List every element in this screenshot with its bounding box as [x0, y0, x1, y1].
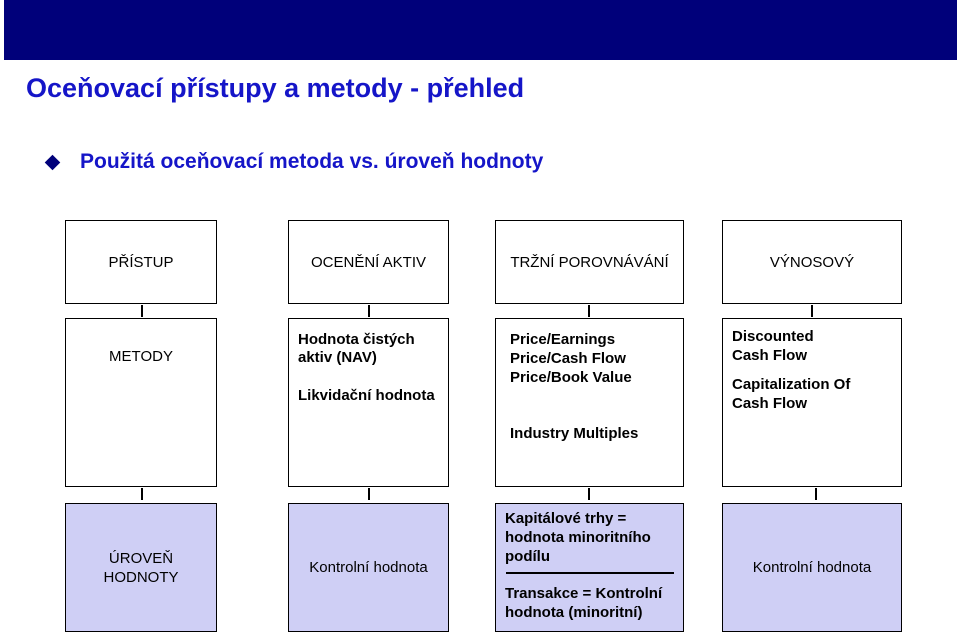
approach-market-label: TRŽNÍ POROVNÁVÁNÍ — [510, 253, 669, 271]
value-level-label-line1: ÚROVEŇ — [108, 549, 174, 567]
connector-tick — [141, 488, 143, 500]
value-market-line5: hodnota (minoritní) — [505, 604, 643, 621]
bullet-text: Použitá oceňovací metoda vs. úroveň hodnoty — [80, 150, 544, 173]
method-dcf-line1: Discounted — [732, 328, 814, 345]
value-level-label-line2: HODNOTY — [103, 568, 179, 586]
method-nav-line2: aktiv (NAV) — [298, 349, 377, 366]
method-liquidation: Likvidační hodnota — [298, 387, 435, 404]
value-market-line3: podílu — [505, 548, 550, 565]
approach-label: PŘÍSTUP — [108, 253, 174, 271]
approach-asset-box — [288, 220, 449, 304]
method-dcf-line2: Cash Flow — [732, 347, 808, 364]
methods-market-box — [495, 318, 684, 487]
value-income-text: Kontrolní hodnota — [752, 559, 872, 576]
connector-tick — [588, 305, 590, 317]
connector-tick — [588, 488, 590, 500]
value-market-line4: Transakce = Kontrolní — [505, 585, 663, 602]
method-nav-line1: Hodnota čistých — [298, 331, 415, 348]
top-banner — [4, 0, 957, 60]
diamond-bullet-icon — [45, 154, 61, 170]
method-pbv: Price/Book Value — [510, 369, 632, 386]
approach-income-box — [722, 220, 902, 304]
connector-tick — [815, 488, 817, 500]
method-capitalization-line2: Cash Flow — [732, 395, 808, 412]
slide-title: Oceňovací přístupy a metody - přehled — [26, 73, 525, 103]
connector-tick — [811, 305, 813, 317]
value-asset-text: Kontrolní hodnota — [309, 559, 428, 576]
methods-income-box — [722, 318, 902, 487]
method-capitalization-line1: Capitalization Of — [732, 376, 851, 393]
value-market-box — [495, 503, 684, 632]
methods-label-box — [65, 318, 217, 487]
approach-asset-label: OCENĚNÍ AKTIV — [310, 253, 427, 271]
approach-label-box — [65, 220, 217, 304]
divider — [506, 572, 674, 574]
methods-label: METODY — [109, 348, 173, 365]
methods-asset-box — [288, 318, 449, 487]
value-market-line2: hodnota minoritního — [505, 529, 651, 546]
value-income-box — [722, 503, 902, 632]
method-pe: Price/Earnings — [510, 331, 616, 348]
value-market-line1: Kapitálové trhy = — [505, 510, 627, 527]
value-level-label-box — [65, 503, 217, 632]
connector-tick — [368, 488, 370, 500]
method-pcf: Price/Cash Flow — [510, 350, 626, 367]
approach-market-box — [495, 220, 684, 304]
connector-tick — [368, 305, 370, 317]
approach-income-label: VÝNOSOVÝ — [769, 253, 855, 271]
bullet-item — [44, 150, 543, 174]
value-asset-box — [288, 503, 449, 632]
connector-tick — [141, 305, 143, 317]
method-industry-multiples: Industry Multiples — [510, 425, 639, 442]
